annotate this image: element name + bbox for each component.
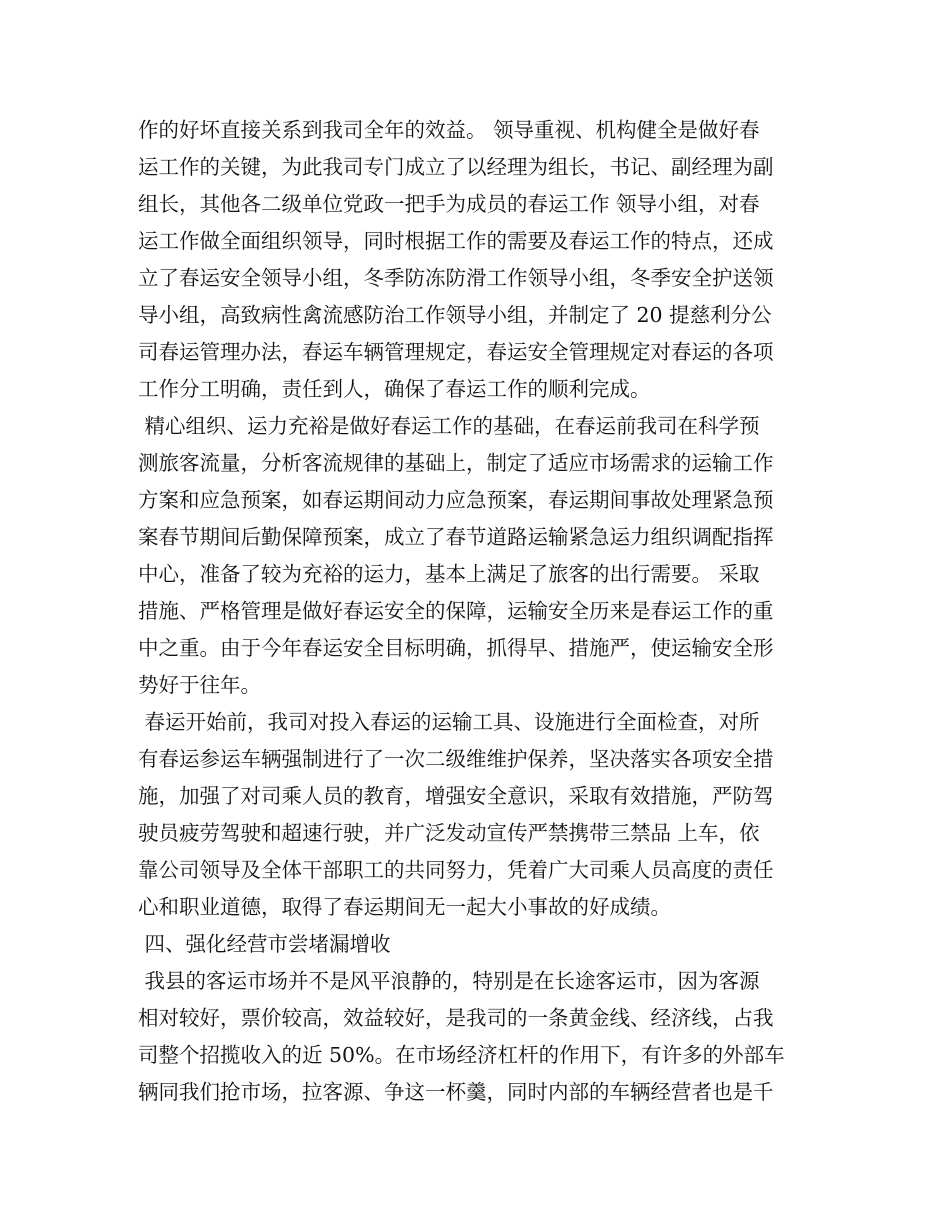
section-heading: 四、强化经营市尝堵漏增收: [138, 932, 391, 956]
text-line: 导小组，高致病性禽流感防治工作领导小组，并制定了 20 提慈利分公: [138, 303, 772, 327]
text-line: 案春节期间后勤保障预案，成立了春节道路运输紧急运力组织调配指挥: [138, 525, 774, 549]
text-line: 司整个招揽收入的近 50%。在市场经济杠杆的作用下，有许多的外部车: [138, 1043, 785, 1067]
text-line: 运工作的关键，为此我司专门成立了以经理为组长，书记、副经理为副: [138, 155, 774, 179]
text-line: 测旅客流量，分析客流规律的基础上，制定了适应市场需求的运输工作: [138, 451, 774, 475]
text-line: 组长，其他各二级单位党政一把手为成员的春运工作 领导小组，对春: [138, 192, 760, 216]
paragraph-start-line: 春运开始前，我司对投入春运的运输工具、设施进行全面检查，对所: [138, 710, 760, 734]
text-line: 中心，准备了较为充裕的运力，基本上满足了旅客的出行需要。 采取: [138, 562, 760, 586]
paragraph-start-line: 精心组织、运力充裕是做好春运工作的基础，在春运前我司在科学预: [138, 414, 760, 438]
text-line: 相对较好，票价较高，效益较好，是我司的一条黄金线、经济线，占我: [138, 1006, 774, 1030]
text-line: 司春运管理办法，春运车辆管理规定，春运安全管理规定对春运的各项: [138, 340, 774, 364]
text-line: 有春运参运车辆强制进行了一次二级维维护保养，坚决落实各项安全措: [138, 747, 774, 771]
text-line: 施，加强了对司乘人员的教育，增强安全意识，采取有效措施，严防驾: [138, 784, 774, 808]
text-line: 心和职业道德，取得了春运期间无一起大小事故的好成绩。: [138, 895, 671, 919]
text-line: 辆同我们抢市场，拉客源、争这一杯羹，同时内部的车辆经营者也是千: [138, 1080, 774, 1104]
text-line: 势好于往年。: [138, 673, 261, 697]
document-body: [138, 112, 818, 1111]
paragraph-start-line: 我县的客运市场并不是风平浪静的，特别是在长途客运市，因为客源: [138, 969, 760, 993]
text-line: 立了春运安全领导小组，冬季防冻防滑工作领导小组，冬季安全护送领: [138, 266, 774, 290]
text-line: 驶员疲劳驾驶和超速行驶，并广泛发动宣传严禁携带三禁品 上车，依: [138, 821, 760, 845]
text-line: 运工作做全面组织领导，同时根据工作的需要及春运工作的特点，还成: [138, 229, 774, 253]
text-line: 作的好坏直接关系到我司全年的效益。 领导重视、机构健全是做好春: [138, 118, 760, 142]
text-line: 措施、严格管理是做好春运安全的保障，运输安全历来是春运工作的重: [138, 599, 774, 623]
text-line: 工作分工明确，责任到人，确保了春运工作的顺利完成。: [138, 377, 651, 401]
text-line: 方案和应急预案，如春运期间动力应急预案，春运期间事故处理紧急预: [138, 488, 774, 512]
text-line: 中之重。由于今年春运安全目标明确，抓得早、措施严，使运输安全形: [138, 636, 774, 660]
text-line: 靠公司领导及全体干部职工的共同努力，凭着广大司乘人员高度的责任: [138, 858, 774, 882]
